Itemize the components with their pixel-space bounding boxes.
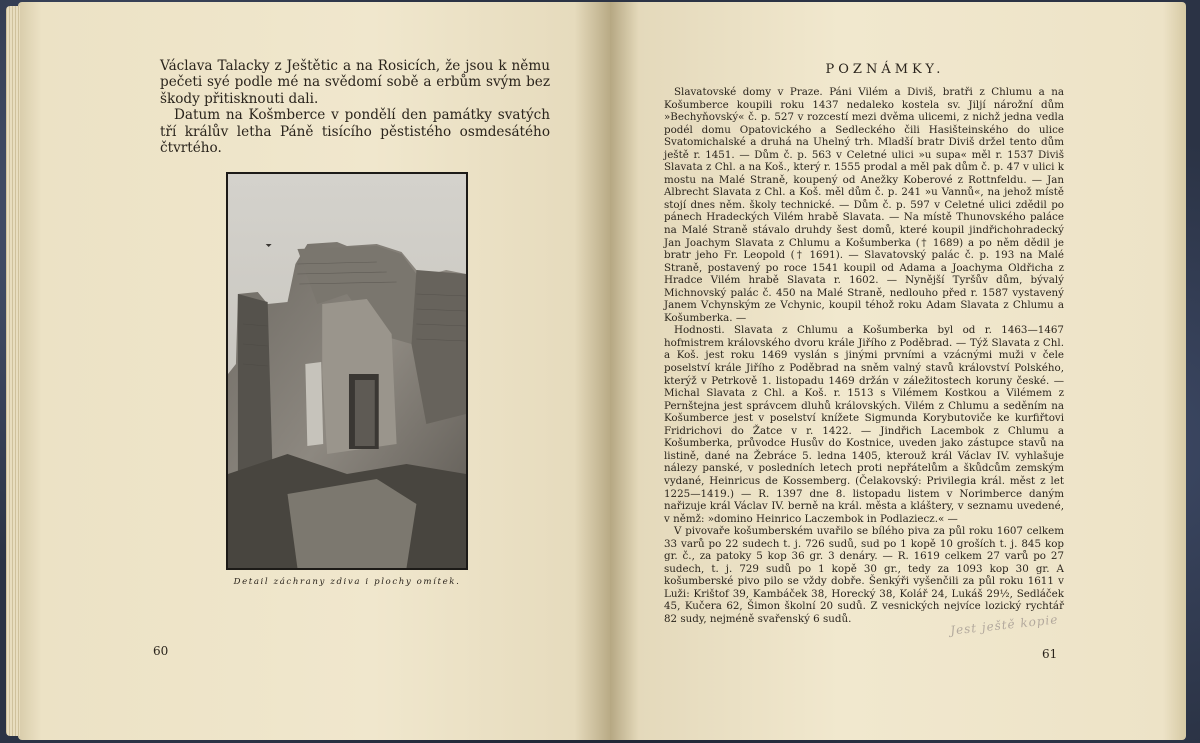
- left-page-text: [160, 58, 550, 156]
- open-book: [18, 2, 1186, 740]
- ruin-wall-photograph: [226, 172, 468, 570]
- pencil-annotation: Jest ještě kopie: [949, 612, 1059, 638]
- right-page: [610, 2, 1186, 740]
- figure-caption: Detail záchrany zdiva i plochy omítek.: [233, 577, 461, 587]
- left-paragraph-1: Václava Talacky z Ještětic a na Rosicích, že jsou k němu pečeti syé podle mé na svědomí sobě a erbům svým bez škody přitisknouti dali.: [160, 58, 550, 107]
- left-page: [18, 2, 610, 740]
- page-number-left: 60: [153, 644, 169, 658]
- notes-paragraph-3: V pivovaře košumberském uvařilo se bílého piva za půl roku 1607 celkem 33 varů po 22 sudech t. j. 726 sudů, sud po 1 kopě 10 groších t. j. 845 kop gr. č., za patoky 5 kop 36 gr. 3 denáry. — R. 1619 celkem 27 varů po 27 sudech, t. j. 729 sudů po 1 kopě 30 gr., tedy za 1093 kop 30 gr. A košumberské pivo pilo se vždy dobře. Šenkýři vyšenčili za půl roku 1611 v Luži: Krištof 39, Kambáček 38, Horecký 38, Kolář 24, Lukáš 29½, Sedláček 45, Kučera 62, Šimon školní 20 sudů. Z vesnických nejvíce lozický rychtář 82 sudy, nejméně svařenský 6 sudů.: [664, 525, 1064, 625]
- notes-heading: POZNÁMKY.: [825, 62, 945, 77]
- notes-paragraph-2: Hodnosti. Slavata z Chlumu a Košumberka byl od r. 1463—1467 hofmistrem královského dvoru krále Jiřího z Poděbrad. — Týž Slavata z Chl. a Koš. jest roku 1469 vyslán s jinými prvními a vzácnými muži v čele poselství krále Jiřího z Poděbrad na sněm valný stavů království Polského, kterýž v Petrkově 1. listopadu 1469 držán v záležitostech koruny české. — Michal Slavata z Chl. a Koš. r. 1513 s Vilémem Kostkou a Vilémem z Pernštejna jest správcem dluhů královských. Vilém z Chlumu a seděním na Košumberce jest v poselství knížete Sigmunda Korybutoviče ke kurfiřtovi Fridrichovi do Žatce v r. 1422. — Jindřich Lacembok z Chlumu a Košumberka, průvodce Husův do Kostnice, uveden jako zástupce stavů na listině, dané na Žebráce 5. ledna 1405, kterouž král Václav IV. vyhlašuje nálezy panské, v posledních letech proti nepřátelům a škůdcům zemským vydané, Heinricus de Kossemberg. (Čelakovský: Privilegia král. měst z let 1225—1419.) — R. 1397 dne 8. listopadu listem v Norimberce daným nařizuje král Václav IV. berně na král. města a kláštery, v seznamu uvedené, v němž: »domino Heinrico Laczembok in Podlaziecz.« —: [664, 324, 1064, 525]
- notes-paragraph-1: Slavatovské domy v Praze. Páni Vilém a Diviš, bratři z Chlumu a na Košumberce koupili roku 1437 nedaleko kostela sv. Jiljí nárožní dům »Bechyňovský« č. p. 527 v rozcestí mezi dvěma ulicemi, z nichž jedna vedla podél domu Opatovického a Sedleckého čili Hasišteinského do ulice Svatomichalské a druhá na Uhelný trh. Mladší bratr Diviš držel tento dům ještě r. 1451. — Dům č. p. 563 v Celetné ulici »u supa« měl r. 1537 Diviš Slavata z Chl. a na Koš., který r. 1555 prodal a měl pak dům č. p. 47 v ulici k mostu na Malé Straně, koupený od Anežky Koberové z Rottnfeldu. — Jan Albrecht Slavata z Chl. a Koš. měl dům č. p. 241 »u Vannů«, na jehož místě stojí dnes něm. školy technické. — Dům č. p. 597 v Celetné ulici zdědil po pánech Hradeckých Vilém hrabě Slavata. — Na místě Thunovského paláce na Malé Straně stávalo druhdy šest domů, které koupil jindřichohradecký Jan Joachym Slavata z Chlumu a Košumberka († 1689) a po něm dědil je bratr jeho Fr. Leopold († 1691). — Slavatovský palác č. p. 193 na Malé Straně, postavený po roce 1541 koupil od Adama a Joachyma Oldřicha z Hradce Vilém hrabě Slavata r. 1602. — Nynější Tyršův dům, bývalý Michnovský palác č. 450 na Malé Straně, nedlouho před r. 1587 vystavený Janem Vchynským ze Vchynic, koupil téhož roku Adam Slavata z Chlumu a Košumberka. —: [664, 86, 1064, 324]
- notes-text: [664, 86, 1064, 626]
- left-paragraph-2: Datum na Košmberce v pondělí den památky svatých tří králův letha Páně tisícího pěstistého osmdesátého čtvrtého.: [160, 107, 550, 157]
- page-edges: [6, 6, 20, 736]
- page-number-right: 61: [1042, 647, 1058, 661]
- ruin-wall-image: [228, 174, 466, 568]
